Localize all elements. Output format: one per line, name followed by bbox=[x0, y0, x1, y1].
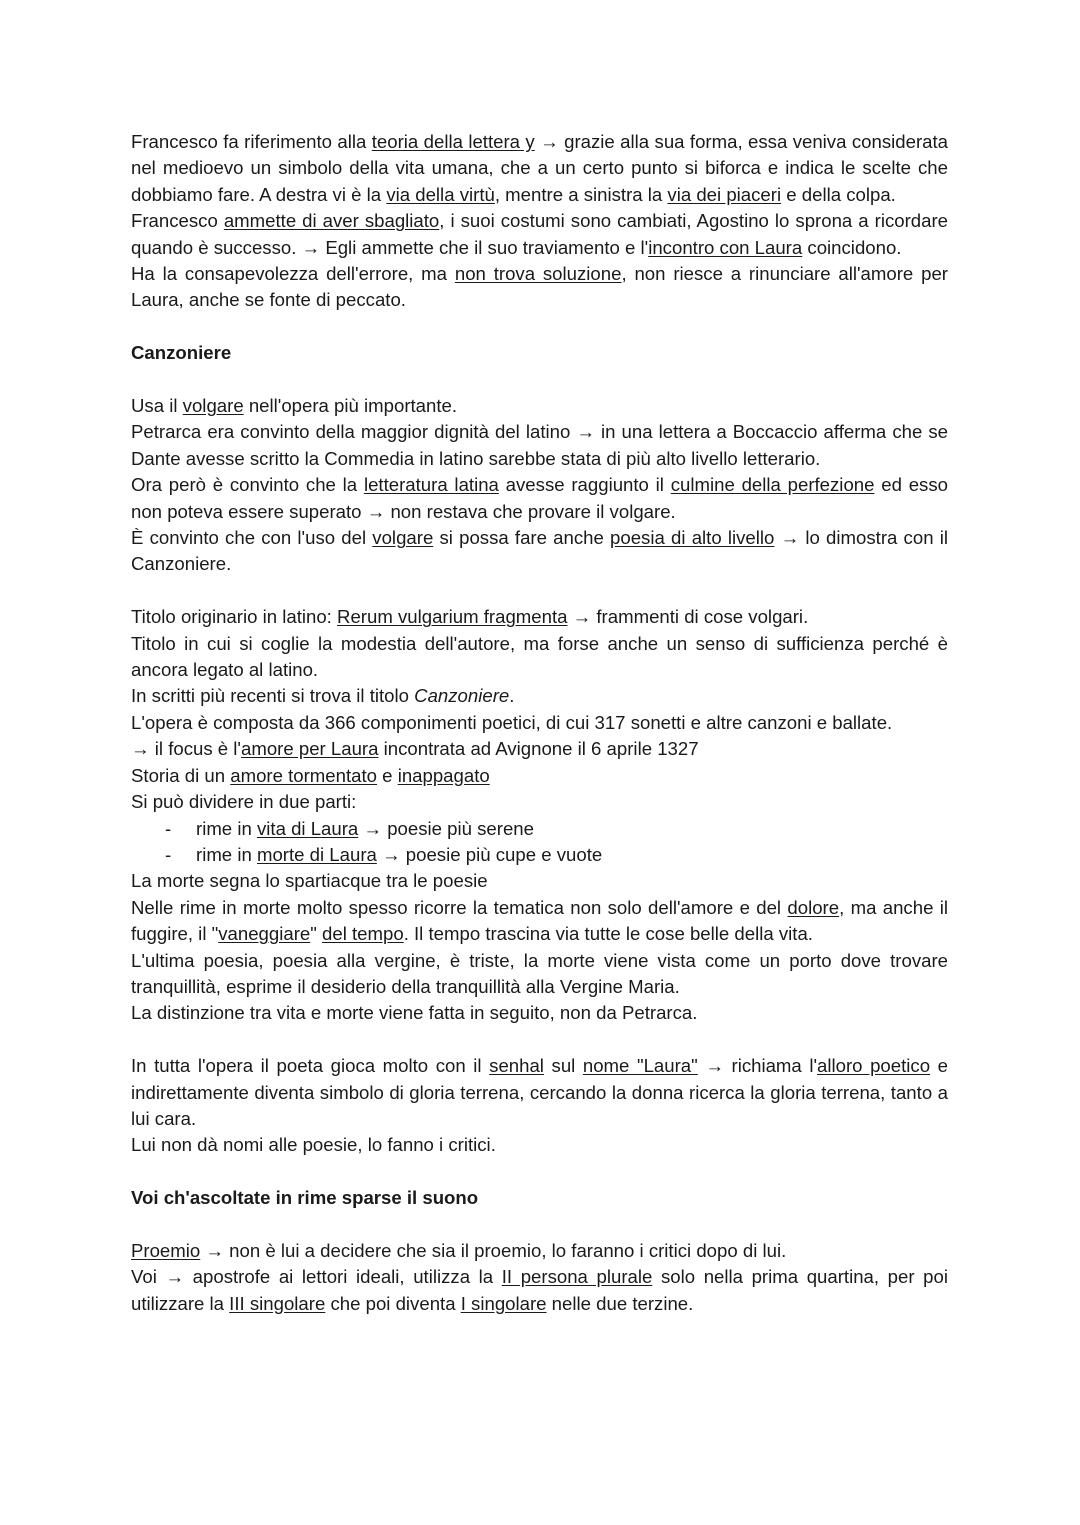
paragraph-nomi-poesie: Lui non dà nomi alle poesie, lo fanno i critici. bbox=[131, 1134, 496, 1156]
underlined-text: teoria della lettera y bbox=[371, 131, 535, 152]
paragraph-storia bbox=[131, 763, 948, 789]
paragraph-volgare bbox=[131, 393, 948, 419]
spacer bbox=[131, 367, 948, 393]
text: Voi → apostrofe ai lettori ideali, utilizza la bbox=[131, 1266, 502, 1288]
underlined-text: alloro poetico bbox=[817, 1055, 931, 1077]
underlined-text: morte di Laura bbox=[256, 843, 377, 865]
underlined-text: inappagato bbox=[397, 764, 490, 786]
text: coincidono. bbox=[802, 236, 902, 258]
underlined-text: dolore bbox=[787, 896, 840, 918]
paragraph-alto-livello bbox=[131, 525, 948, 578]
paragraph-apostrofe bbox=[131, 1264, 948, 1317]
underlined-text: via dei piaceri bbox=[667, 183, 782, 205]
underlined-text: amore tormentato bbox=[230, 764, 377, 786]
paragraph-letteratura-latina bbox=[131, 472, 948, 525]
text: → richiama l' bbox=[697, 1055, 818, 1077]
paragraph-titolo-originario bbox=[131, 604, 948, 630]
paragraph-ultima-poesia: L'ultima poesia, poesia alla vergine, è triste, la morte viene vista come un porto dove trovare tranquillità, esprime il desiderio della tranquillità alla Vergine Maria. bbox=[131, 949, 948, 997]
text: , ma anche il fuggire, il " bbox=[131, 896, 948, 945]
text: → lo dimostra con il Canzoniere. bbox=[131, 527, 948, 575]
text: si possa fare anche bbox=[433, 527, 611, 549]
underlined-text: Proemio bbox=[131, 1239, 201, 1261]
underlined-text: vaneggiare bbox=[218, 923, 311, 945]
dash-bullet: - bbox=[165, 817, 172, 839]
underlined-text: I singolare bbox=[460, 1292, 547, 1314]
text: nell'opera più importante. bbox=[243, 395, 458, 417]
text: Titolo originario in latino: bbox=[131, 606, 338, 628]
text: → grazie alla sua forma, essa veniva considerata nel medioevo un simbolo della vita umana, che a un certo punto si biforca e indica le scelte che dobbiamo fare. A destra vi è la bbox=[131, 131, 948, 205]
paragraph-latino: Petrarca era convinto della maggior dignità del latino → in una lettera a Boccaccio afferma che se Dante avesse scritto la Commedia in latino sarebbe stata di più alto livello letterario. bbox=[131, 421, 948, 469]
underlined-text: III singolare bbox=[229, 1292, 326, 1314]
text: In scritti più recenti si trova il titolo bbox=[131, 685, 415, 707]
document-page bbox=[131, 129, 948, 1317]
text: . Il tempo trascina via tutte le cose belle della vita. bbox=[403, 923, 813, 945]
paragraph-distinzione: La distinzione tra vita e morte viene fatta in seguito, non da Petrarca. bbox=[131, 1002, 698, 1024]
text: che poi diventa bbox=[325, 1292, 461, 1314]
underlined-text: via della virtù bbox=[386, 183, 495, 205]
text: e bbox=[377, 764, 398, 786]
underlined-text: letteratura latina bbox=[363, 474, 499, 496]
paragraph-rime-in-morte bbox=[131, 895, 948, 948]
paragraph-consapevolezza bbox=[131, 261, 948, 314]
text: → poesie più serene bbox=[358, 817, 534, 839]
text: → poesie più cupe e vuote bbox=[376, 843, 603, 865]
text: rime in bbox=[196, 843, 257, 865]
text: , mentre a sinistra la bbox=[494, 183, 668, 205]
underlined-text: amore per Laura bbox=[240, 738, 379, 760]
list-item bbox=[131, 816, 948, 842]
text: Nelle rime in morte molto spesso ricorre la tematica non solo dell'amore e del bbox=[131, 896, 788, 918]
underlined-text: nome "Laura" bbox=[582, 1055, 698, 1077]
text: Francesco bbox=[131, 210, 224, 232]
paragraph-titolo-recente bbox=[131, 683, 948, 709]
text: incontrata ad Avignone il 6 aprile 1327 bbox=[378, 738, 699, 760]
spacer bbox=[131, 578, 948, 604]
heading-canzoniere: Canzoniere bbox=[131, 342, 232, 364]
text: " bbox=[310, 923, 323, 945]
underlined-text: senhal bbox=[489, 1055, 544, 1077]
text: , non riesce a rinunciare all'amore per Laura, anche se fonte di peccato. bbox=[131, 263, 948, 311]
underlined-text: ammette di aver sbagliato bbox=[223, 210, 440, 232]
text: e della colpa. bbox=[781, 183, 896, 205]
paragraph-focus bbox=[131, 736, 948, 762]
text: sul bbox=[543, 1055, 583, 1077]
text: → il focus è l' bbox=[131, 738, 241, 760]
text: Francesco fa riferimento alla bbox=[131, 131, 372, 152]
paragraph-spartiacque: La morte segna lo spartiacque tra le poesie bbox=[131, 870, 488, 892]
paragraph-modestia: Titolo in cui si coglie la modestia dell'autore, ma forse anche un senso di sufficienza perché è ancora legato al latino. bbox=[131, 632, 948, 681]
text: , i suoi costumi sono cambiati, Agostino lo sprona a ricordare quando è successo. → Egli ammette che il suo traviamento e l' bbox=[131, 210, 948, 258]
underlined-text: incontro con Laura bbox=[648, 236, 803, 258]
underlined-text: volgare bbox=[372, 527, 434, 549]
spacer bbox=[131, 1212, 948, 1238]
paragraph-componimenti: L'opera è composta da 366 componimenti poetici, di cui 317 sonetti e altre canzoni e ballate. bbox=[131, 711, 893, 733]
underlined-text: Rerum vulgarium fragmenta bbox=[337, 606, 568, 628]
underlined-text: culmine della perfezione bbox=[670, 474, 875, 496]
text: È convinto che con l'uso del bbox=[131, 527, 373, 549]
parts-list bbox=[131, 816, 948, 869]
paragraph-lettera-y bbox=[131, 129, 948, 208]
paragraph-proemio bbox=[131, 1238, 948, 1264]
text: → frammenti di cose volgari. bbox=[567, 606, 809, 628]
dash-bullet: - bbox=[165, 843, 172, 865]
text: . bbox=[509, 685, 515, 707]
spacer bbox=[131, 1159, 948, 1185]
text: Usa il bbox=[131, 395, 183, 417]
text: avesse raggiunto il bbox=[498, 474, 671, 496]
text: → non è lui a decidere che sia il proemio, lo faranno i critici dopo di lui. bbox=[200, 1239, 787, 1261]
list-item bbox=[131, 842, 948, 868]
paragraph-due-parti: Si può dividere in due parti: bbox=[131, 791, 357, 813]
underlined-text: del tempo bbox=[322, 923, 404, 945]
paragraph-senhal bbox=[131, 1053, 948, 1132]
underlined-text: vita di Laura bbox=[256, 817, 359, 839]
underlined-text: non trova soluzione bbox=[454, 263, 622, 285]
spacer bbox=[131, 314, 948, 340]
text: solo nella prima quartina, per poi utilizzare la bbox=[131, 1266, 948, 1314]
text: Storia di un bbox=[131, 764, 231, 786]
text: nelle due terzine. bbox=[546, 1292, 694, 1314]
text: ed esso non poteva essere superato → non restava che provare il volgare. bbox=[131, 474, 948, 522]
text: rime in bbox=[196, 817, 257, 839]
heading-voi-ch-ascoltate: Voi ch'ascoltate in rime sparse il suono bbox=[131, 1187, 479, 1209]
spacer bbox=[131, 1027, 948, 1053]
text: Ha la consapevolezza dell'errore, ma bbox=[131, 263, 455, 285]
text: In tutta l'opera il poeta gioca molto con il bbox=[131, 1055, 490, 1077]
text: e indirettamente diventa simbolo di gloria terrena, cercando la donna ricerca la gloria terrena, tanto a lui cara. bbox=[131, 1055, 948, 1129]
underlined-text: poesia di alto livello bbox=[610, 527, 775, 549]
underlined-text: volgare bbox=[182, 395, 244, 417]
italic-text: Canzoniere bbox=[414, 685, 510, 707]
paragraph-ammette bbox=[131, 208, 948, 261]
underlined-text: II persona plurale bbox=[501, 1266, 653, 1288]
text: Ora però è convinto che la bbox=[131, 474, 364, 496]
